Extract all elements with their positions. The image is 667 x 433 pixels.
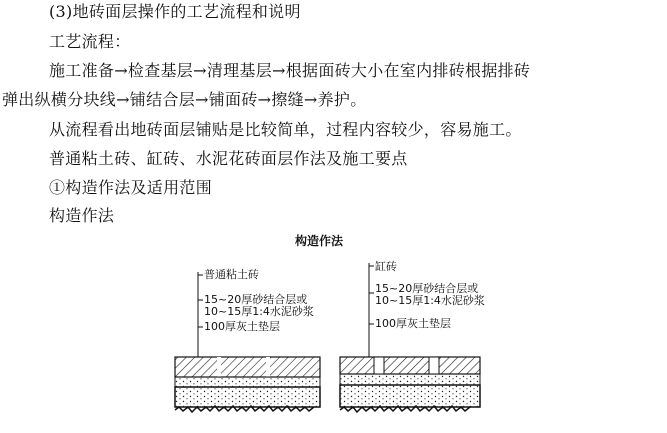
left-lime-soil-layer (175, 387, 320, 407)
right-lime-soil-layer (340, 385, 480, 407)
right-label-tile: 缸砖 (375, 260, 397, 273)
section-heading: (3)地砖面层操作的工艺流程和说明 (49, 2, 301, 21)
process-steps-line2: 弹出纵横分块线→铺结合层→铺面砖→擦缝→养护。 (2, 90, 367, 109)
process-summary: 从流程看出地砖面层铺贴是比较简单，过程内容较少，容易施工。 (49, 120, 522, 139)
right-label-bedding-2: 10~15厚1:4水泥砂浆 (375, 294, 485, 307)
left-label-bedding-2: 10~15厚1:4水泥砂浆 (204, 305, 314, 318)
right-label-bedding-1: 15~20厚砂结合层或 (375, 282, 479, 295)
left-sand-layer (175, 377, 320, 387)
brick-floor-heading: 普通粘土砖、缸砖、水泥花砖面层作法及施工要点 (49, 149, 408, 168)
left-brick-layer (175, 357, 320, 377)
figure-title: 构造作法 (295, 234, 344, 248)
process-steps-line1: 施工准备→检查基层→清理基层→根据面砖大小在室内排砖根据排砖 (49, 61, 531, 80)
right-label-cushion: 100厚灰土垫层 (375, 317, 451, 330)
construction-subheading: ①构造作法及适用范围 (49, 178, 213, 197)
left-label-bedding-1: 15~20厚砂结合层或 (204, 293, 308, 306)
left-label-cushion: 100厚灰土垫层 (204, 320, 280, 333)
process-label: 工艺流程： (49, 32, 131, 51)
right-sand-layer (340, 374, 480, 385)
left-label-brick: 普通粘土砖 (204, 268, 259, 281)
right-tile-layer (340, 357, 480, 374)
construction-method-label: 构造作法 (49, 206, 115, 225)
